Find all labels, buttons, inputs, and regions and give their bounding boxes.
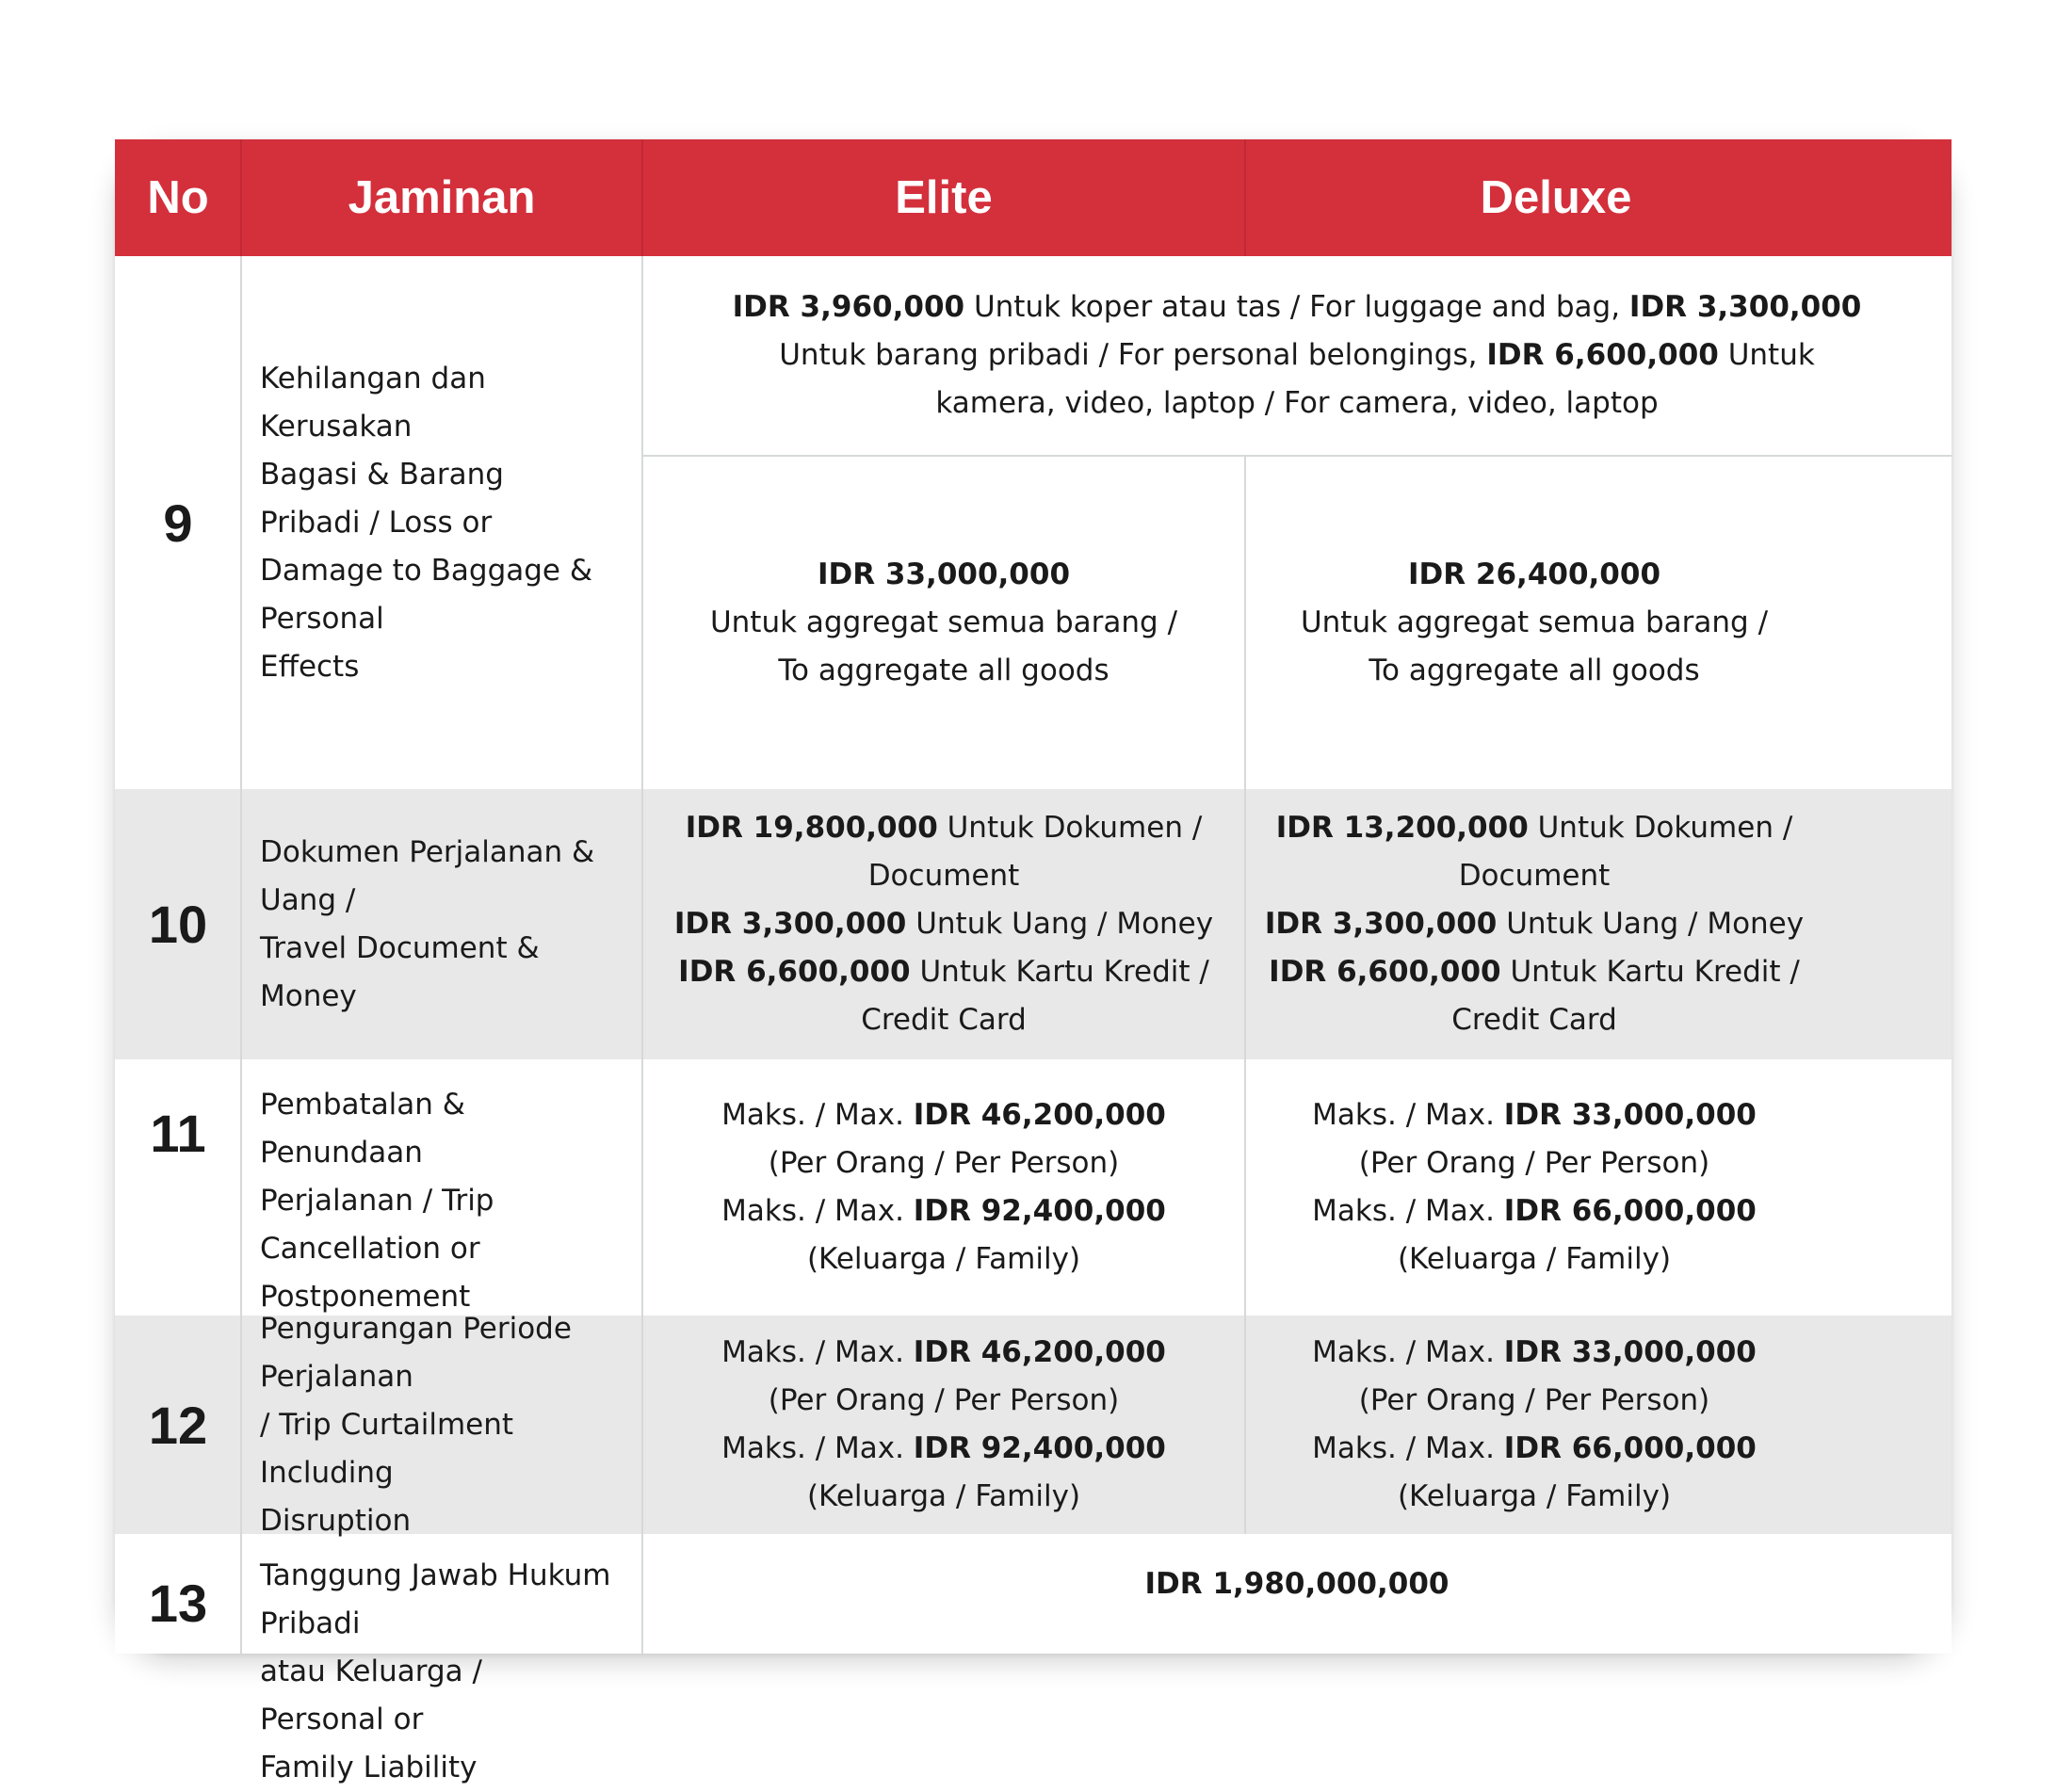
- elite-benefit-cell: IDR 19,800,000 Untuk Dokumen / Document IDR 3,300,000 Untuk Uang / Money IDR 6,600,000 Untuk Kartu Kredit / Credit Card: [673, 811, 1214, 1037]
- deluxe-benefit-cell: Maks. / Max. IDR 33,000,000 (Per Orang / Per Person) Maks. / Max. IDR 66,000,000 (Keluarga / Family): [1312, 1098, 1757, 1276]
- shared-benefit-cell: IDR 3,960,000 Untuk koper atau tas / For luggage and bag, IDR 3,300,000 Untuk barang pribadi / For personal belongings, IDR 6,600,000 Untuk kamera, video, laptop / For camera, video, laptop: [732, 290, 1862, 420]
- header-no: No: [115, 139, 241, 256]
- deluxe-benefit-cell: IDR 13,200,000 Untuk Dokumen / Document IDR 3,300,000 Untuk Uang / Money IDR 6,600,000 Untuk Kartu Kredit / Credit Card: [1264, 811, 1805, 1037]
- header-elite: Elite: [642, 139, 1245, 256]
- header-deluxe: Deluxe: [1245, 139, 1952, 256]
- coverage-name: Pengurangan Periode Perjalanan / Trip Curtailment Including Disruption: [260, 1311, 572, 1538]
- coverage-name: Kehilangan dan Kerusakan Bagasi & Barang Pribadi / Loss or Damage to Baggage & Personal Effects: [260, 361, 593, 684]
- elite-benefit-cell: IDR 33,000,000 Untuk aggregat semua barang / To aggregate all goods: [709, 557, 1178, 687]
- header-jaminan: Jaminan: [241, 139, 642, 256]
- coverage-name: Pembatalan & Penundaan Perjalanan / Trip Cancellation or Postponement: [260, 1088, 494, 1314]
- row-number: 9: [163, 492, 193, 553]
- elite-benefit-cell: Maks. / Max. IDR 46,200,000 (Per Orang / Per Person) Maks. / Max. IDR 92,400,000 (Keluarga / Family): [721, 1098, 1166, 1276]
- coverage-name: Tanggung Jawab Hukum Pribadi atau Keluarga / Personal or Family Liability: [260, 1558, 611, 1784]
- deluxe-benefit-cell: IDR 26,400,000 Untuk aggregat semua barang / To aggregate all goods: [1300, 557, 1769, 687]
- coverage-name: Dokumen Perjalanan & Uang / Travel Document & Money: [260, 834, 595, 1013]
- shared-benefit-cell: IDR 1,980,000,000: [1144, 1567, 1450, 1601]
- row-number: 10: [148, 895, 208, 954]
- benefit-table: [115, 139, 1952, 1784]
- row-number: 11: [150, 1103, 206, 1163]
- elite-benefit-cell: Maks. / Max. IDR 46,200,000 (Per Orang / Per Person) Maks. / Max. IDR 92,400,000 (Keluarga / Family): [721, 1335, 1166, 1513]
- header-divider: [1244, 139, 1246, 256]
- row-number: 12: [148, 1395, 208, 1455]
- header-divider: [240, 139, 242, 256]
- row-number: 13: [148, 1574, 208, 1633]
- header-divider: [641, 139, 643, 256]
- deluxe-benefit-cell: Maks. / Max. IDR 33,000,000 (Per Orang / Per Person) Maks. / Max. IDR 66,000,000 (Keluarga / Family): [1312, 1335, 1757, 1513]
